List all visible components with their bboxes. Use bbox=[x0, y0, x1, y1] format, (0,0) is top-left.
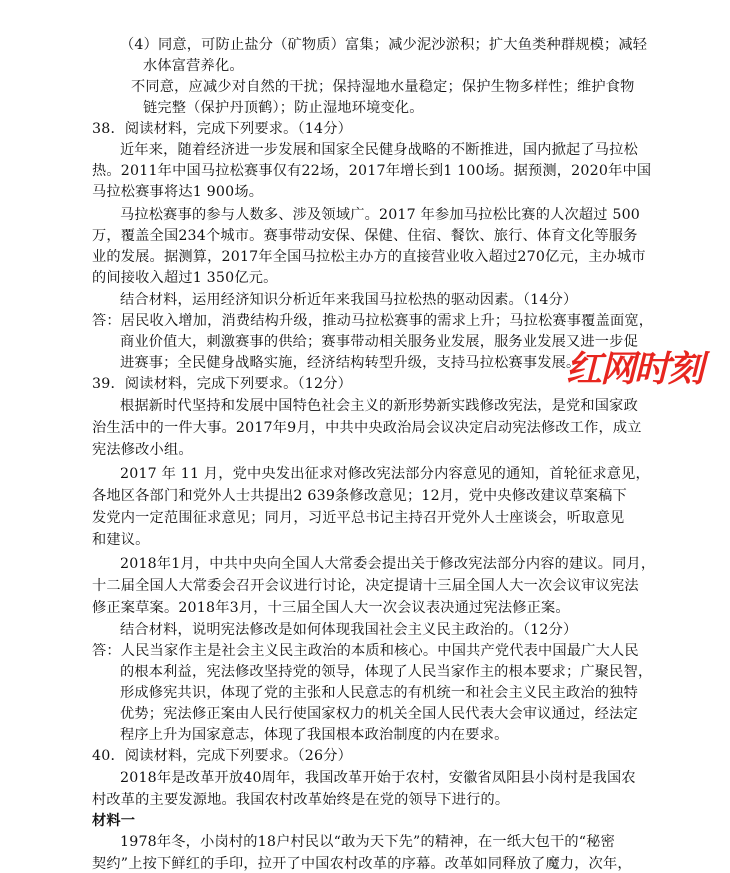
text-line: 契约”上按下鲜红的手印，拉开了中国农村改革的序幕。改革如同释放了魔力，次年， bbox=[92, 856, 632, 872]
text-line: 2017 年 11 月，党中央发出征求对修改宪法部分内容意见的通知，首轮征求意见， bbox=[120, 466, 650, 482]
text-line: 和建议。 bbox=[92, 532, 150, 548]
text-line: 商业价值大，刺激赛事的供给；赛事带动相关服务业发展，服务业发展又进一步促 bbox=[120, 334, 638, 350]
text-line: 结合材料，运用经济知识分析近年来我国马拉松热的驱动因素。（14分） bbox=[120, 292, 578, 308]
text-line: 结合材料，说明宪法修改是如何体现我国社会主义民主政治的。（12分） bbox=[120, 622, 578, 638]
watermark-logo bbox=[566, 348, 718, 392]
text-line: 2018年是改革开放40周年，我国改革开始于农村，安徽省凤阳县小岗村是我国农 bbox=[120, 770, 636, 786]
text-line: 的根本利益，宪法修改坚持党的领导，体现了人民当家作主的根本要求；广聚民智， bbox=[120, 664, 653, 680]
text-line: 业的发展。据测算，2017年全国马拉松主办方的直接营业收入超过270亿元，主办城市 bbox=[92, 249, 646, 265]
text-line: 2018年1月，中共中央向全国人大常委会提出关于修改宪法部分内容的建议。同月， bbox=[120, 556, 656, 572]
text-line: 链完整（保护丹顶鹤）；防止湿地环境变化。 bbox=[143, 100, 424, 116]
watermark-text: 红网时刻 bbox=[566, 349, 703, 390]
text-line: 近年来，随着经济进一步发展和国家全民健身战略的不断推进，国内掀起了马拉松 bbox=[120, 142, 638, 158]
text-line: 治生活中的一件大事。2017年9月，中共中央政治局会议决定启动宪法修改工作，成立 bbox=[92, 420, 642, 436]
text-line: 优势；宪法修正案由人民行使国家权力的机关全国人民代表大会审议通过，经法定 bbox=[120, 706, 638, 722]
text-line: 马拉松赛事将达1 900场。 bbox=[92, 184, 264, 200]
text-line: 马拉松赛事的参与人数多、涉及领域广。2017 年参加马拉松比赛的人次超过 500 bbox=[120, 207, 641, 223]
text-line: 的间接收入超过1 350亿元。 bbox=[92, 270, 278, 286]
text-line: 修正案草案。2018年3月，十三届全国人大一次会议表决通过宪法修正案。 bbox=[92, 600, 570, 616]
text-line: 形成修宪共识，体现了党的主张和人民意志的有机统一和社会主义民主政治的独特 bbox=[120, 685, 638, 701]
text-line: 水体富营养化。 bbox=[143, 58, 244, 74]
text-line: 1978年冬，小岗村的18户村民以“敢为天下先”的精神，在一纸大包干的“秘密 bbox=[120, 834, 615, 850]
text-line: 发党内一定范围征求意见；同月，习近平总书记主持召开党外人士座谈会，听取意见 bbox=[92, 510, 625, 526]
question-38-heading: 38．阅读材料，完成下列要求。（14分） bbox=[92, 121, 353, 137]
answer-39: 答：人民当家作主是社会主义民主政治的本质和核心。中国共产党代表中国最广大人民 bbox=[92, 643, 639, 659]
answer-38: 答：居民收入增加，消费结构升级，推动马拉松赛事的需求上升；马拉松赛事覆盖面宽， bbox=[92, 313, 654, 329]
text-line: 各地区各部门和党外人士共提出2 639条修改意见；12月，党中央修改建议草案稿下 bbox=[92, 488, 627, 504]
text-line: 进赛事；全民健身战略实施，经济结构转型升级，支持马拉松赛事发展。 bbox=[120, 355, 581, 371]
question-40-heading: 40．阅读材料，完成下列要求。（26分） bbox=[92, 748, 353, 764]
material-one-heading: 材料一 bbox=[92, 813, 136, 829]
text-line: 程序上升为国家意志，体现了我国根本政治制度的内在要求。 bbox=[120, 727, 509, 743]
text-line: 不同意，应减少对自然的干扰；保持湿地水量稳定；保护生物多样性；维护食物 bbox=[131, 79, 635, 95]
text-line: 村改革的主要发源地。我国农村改革始终是在党的领导下进行的。 bbox=[92, 792, 510, 808]
text-line: 根据新时代坚持和发展中国特色社会主义的新形势新实践修改宪法，是党和国家政 bbox=[120, 398, 638, 414]
text-line: 万，覆盖全国234个城市。赛事带动安保、保健、住宿、餐饮、旅行、体育文化等服务 bbox=[92, 228, 638, 244]
text-line: 十二届全国人大常委会召开会议进行讨论，决定提请十三届全国人大一次会议审议宪法 bbox=[92, 578, 639, 594]
text-line: 宪法修改小组。 bbox=[92, 442, 193, 458]
text-line: 热。2011年中国马拉松赛事仅有22场，2017年增长到1 100场。据预测，2020年中国 bbox=[92, 163, 652, 179]
text-line: （4）同意，可防止盐分（矿物质）富集；减少泥沙淤积；扩大鱼类种群规模；减轻 bbox=[120, 37, 648, 53]
question-39-heading: 39．阅读材料，完成下列要求。（12分） bbox=[92, 376, 353, 392]
